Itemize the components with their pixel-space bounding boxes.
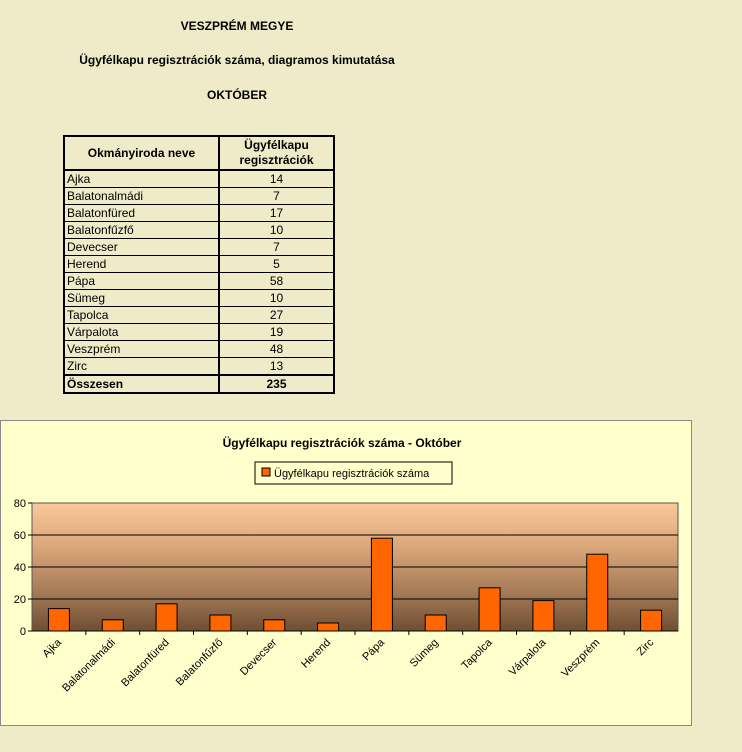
table-row (64, 170, 334, 188)
table-row (64, 341, 334, 358)
total-row (64, 375, 334, 393)
x-tick-label: Sümeg (407, 636, 441, 670)
office-name: Ajka (64, 170, 219, 188)
col-header-registrations: Ügyfélkapu regisztrációk (219, 136, 334, 170)
x-tick-label: Tapolca (459, 636, 495, 672)
bar-devecser (264, 620, 285, 631)
bar-várpalota (533, 601, 554, 631)
bar-ajka (48, 609, 69, 631)
bar-balatonfűzfő (210, 615, 231, 631)
total-label: Összesen (64, 375, 219, 393)
registration-count: 7 (219, 239, 334, 256)
x-tick-label: Zirc (634, 636, 657, 659)
y-tick-label: 0 (19, 626, 26, 638)
registration-count: 10 (219, 290, 334, 307)
x-tick-label: Devecser (238, 636, 280, 678)
col-header-office: Okmányiroda neve (64, 136, 219, 170)
table-row (64, 307, 334, 324)
registration-count: 14 (219, 170, 334, 188)
office-name: Várpalota (64, 324, 219, 341)
x-tick-label: Herend (299, 636, 334, 671)
office-name: Veszprém (64, 341, 219, 358)
office-name: Zirc (64, 358, 219, 376)
registration-count: 17 (219, 205, 334, 222)
y-tick-label: 60 (13, 530, 26, 542)
table-row (64, 205, 334, 222)
x-tick-label: Balatonalmádi (60, 636, 118, 695)
table-row (64, 290, 334, 307)
registration-count: 58 (219, 273, 334, 290)
registration-count: 13 (219, 358, 334, 376)
month-title: OKTÓBER (207, 88, 267, 102)
office-name: Herend (64, 256, 219, 273)
chart-title: Ügyfélkapu regisztrációk száma - Október (222, 436, 462, 450)
bar-balatonfüred (156, 604, 177, 631)
x-tick-label: Veszprém (559, 636, 603, 680)
office-name: Balatonalmádi (64, 188, 219, 205)
table-row (64, 222, 334, 239)
office-name: Devecser (64, 239, 219, 256)
bar-herend (318, 623, 339, 631)
county-title: VESZPRÉM MEGYE (180, 19, 294, 33)
x-tick-label: Balatonfüred (119, 636, 172, 690)
table-row (64, 324, 334, 341)
office-name: Balatonfűzfő (64, 222, 219, 239)
table-row (64, 273, 334, 290)
legend-swatch (262, 468, 270, 476)
office-name: Sümeg (64, 290, 219, 307)
bar-pápa (371, 538, 392, 631)
y-tick-label: 80 (13, 498, 26, 510)
bar-zirc (641, 610, 662, 631)
registration-count: 10 (219, 222, 334, 239)
bar-chart (0, 420, 692, 726)
bar-sümeg (425, 615, 446, 631)
table-row (64, 256, 334, 273)
x-tick-label: Pápa (360, 636, 388, 664)
bar-tapolca (479, 588, 500, 631)
registration-count: 19 (219, 324, 334, 341)
table-row (64, 188, 334, 205)
registration-count: 7 (219, 188, 334, 205)
bar-balatonalmádi (102, 620, 123, 631)
office-name: Balatonfüred (64, 205, 219, 222)
registration-count: 5 (219, 256, 334, 273)
table-row (64, 358, 334, 376)
x-tick-label: Balatonfűzfő (173, 636, 226, 689)
report-subtitle: Ügyfélkapu regisztrációk száma, diagramos kimutatása (79, 53, 395, 67)
registration-count: 27 (219, 307, 334, 324)
legend-label: Ügyfélkapu regisztrációk száma (274, 468, 430, 480)
bar-veszprém (587, 554, 608, 631)
registration-table (63, 135, 335, 394)
legend (255, 462, 452, 484)
office-name: Pápa (64, 273, 219, 290)
table-row (64, 239, 334, 256)
y-tick-label: 20 (13, 594, 26, 606)
office-name: Tapolca (64, 307, 219, 324)
total-value: 235 (219, 375, 334, 393)
x-tick-label: Ajka (40, 636, 65, 661)
y-tick-label: 40 (13, 562, 26, 574)
registration-count: 48 (219, 341, 334, 358)
x-tick-label: Várpalota (506, 636, 549, 679)
